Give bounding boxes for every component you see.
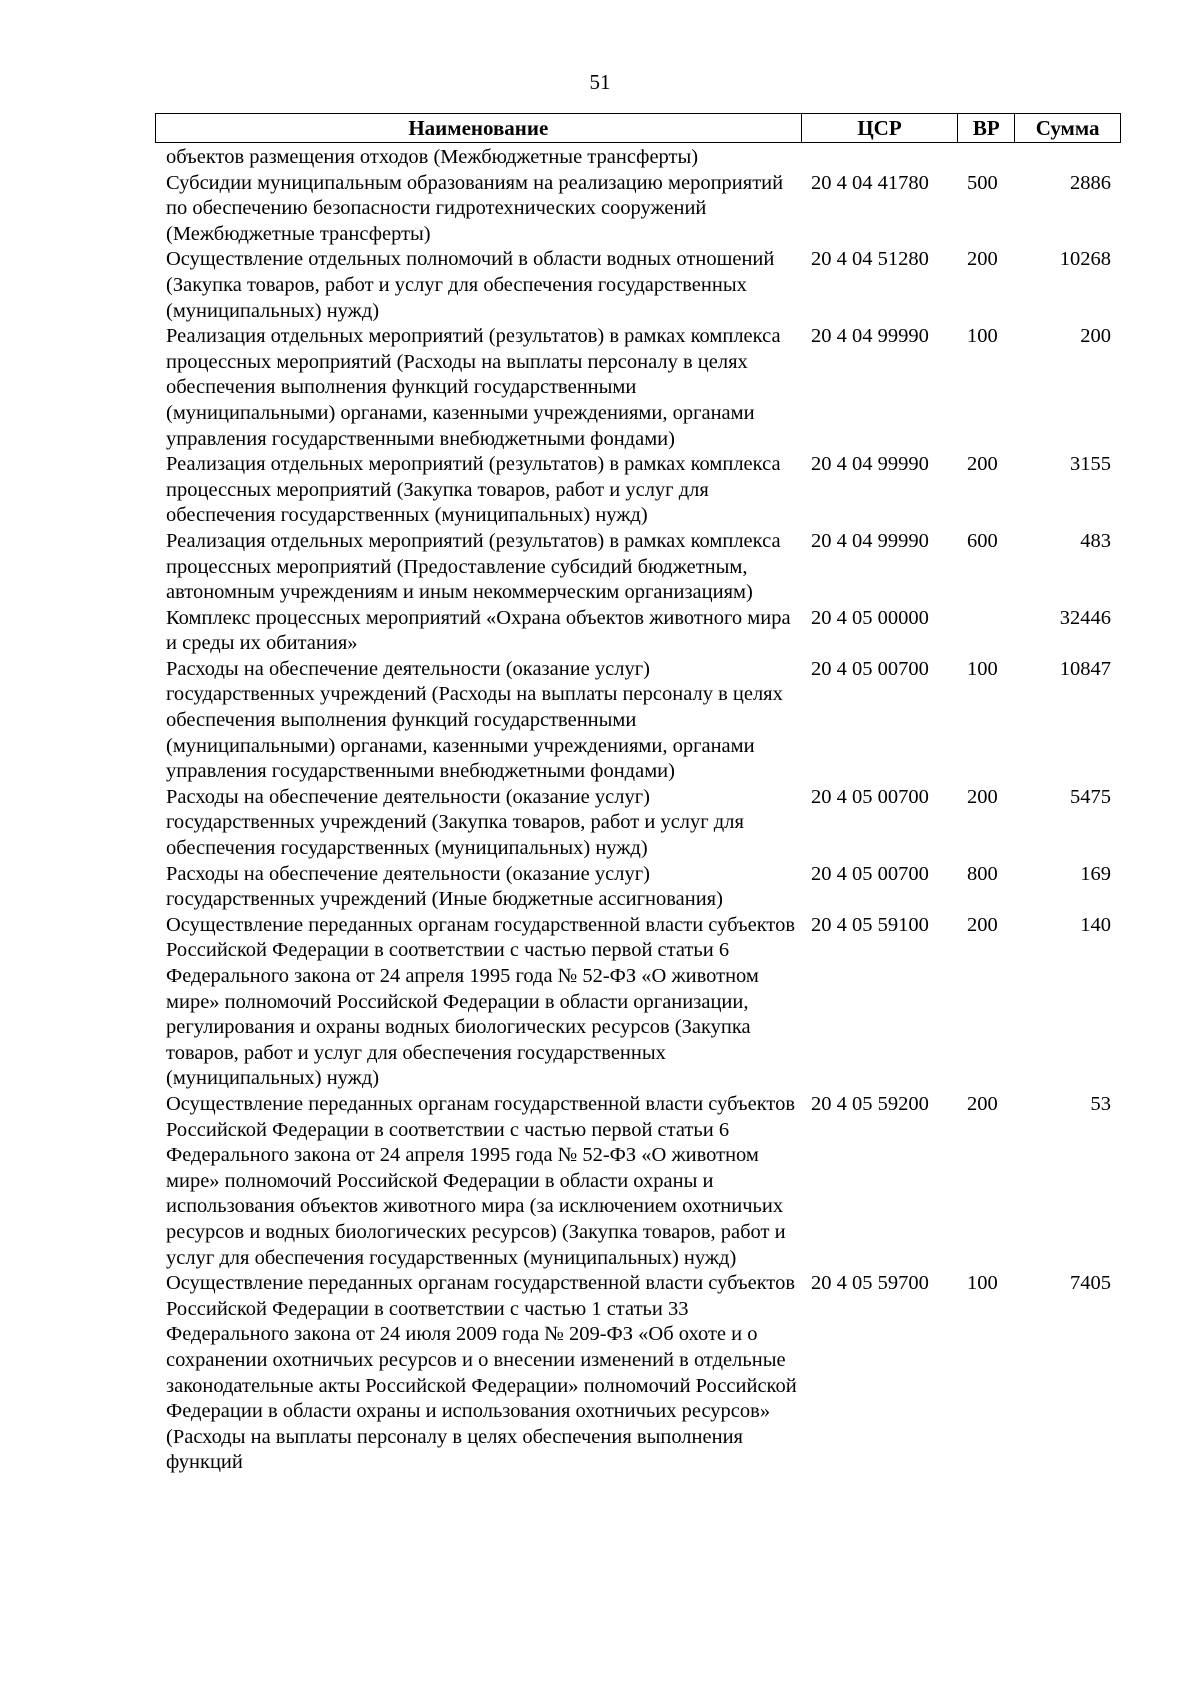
- table-row: [155, 529, 1121, 606]
- header-name: Наименование: [156, 114, 802, 142]
- row-csr: [802, 145, 959, 171]
- row-name: Комплекс процессных мероприятий «Охрана объектов животного мира и среды их обитания»: [166, 606, 791, 655]
- row-vr: 100: [967, 1272, 998, 1295]
- row-vr: 200: [967, 1092, 998, 1115]
- row-sum: 483: [1080, 529, 1111, 552]
- table-row: [155, 247, 1121, 324]
- row-name: Реализация отдельных мероприятий (результатов) в рамках комплекса процессных мероприятий (Закупка товаров, работ и услуг для обеспечения государственных (муниципальных) нужд): [166, 453, 781, 527]
- row-vr: 600: [967, 529, 998, 552]
- page-number: 51: [589, 70, 611, 94]
- row-name: Расходы на обеспечение деятельности (оказание услуг) государственных учреждений (Расходы на выплаты персоналу в целях обеспечения выполнения функций государственными (муниципальными) органами, казенными учреждениями, органами управления государственными внебюджетными фондами): [166, 657, 783, 783]
- row-csr: 20 4 04 99990: [811, 325, 929, 348]
- table-row: [155, 171, 1121, 248]
- row-sum: 169: [1080, 862, 1111, 885]
- row-name: Субсидии муниципальным образованиям на реализацию мероприятий по обеспечению безопасности гидротехнических сооружений (Межбюджетные трансферты): [166, 171, 784, 245]
- row-sum: 3155: [1070, 453, 1111, 476]
- row-csr: 20 4 04 51280: [811, 248, 929, 271]
- table-row: [155, 1092, 1121, 1271]
- row-name: Осуществление отдельных полномочий в области водных отношений (Закупка товаров, работ и услуг для обеспечения государственных (муниципальных) нужд): [166, 248, 775, 322]
- row-csr: 20 4 04 99990: [811, 453, 929, 476]
- row-vr: 500: [967, 171, 998, 194]
- table-row: [155, 324, 1121, 452]
- table-header: [155, 113, 1121, 143]
- row-vr: 800: [967, 862, 998, 885]
- table-body: [155, 145, 1121, 1476]
- table-row: [155, 913, 1121, 1092]
- row-csr: 20 4 05 00700: [811, 657, 929, 680]
- row-csr: 20 4 04 99990: [811, 529, 929, 552]
- header-sum: Сумма: [1035, 115, 1100, 140]
- row-name: Реализация отдельных мероприятий (результатов) в рамках комплекса процессных мероприятий (Расходы на выплаты персоналу в целях обеспечения выполнения функций государственными (муниципальными) органами, казенными учреждениями, органами управления государственными внебюджетными фондами): [166, 325, 781, 450]
- row-sum: 10268: [1059, 248, 1111, 271]
- row-sum: 2886: [1070, 171, 1111, 194]
- row-csr: 20 4 05 00700: [811, 862, 929, 885]
- row-sum: 53: [1090, 1092, 1111, 1115]
- row-csr: 20 4 05 59700: [811, 1272, 929, 1295]
- row-vr: 100: [967, 657, 998, 680]
- row-vr: 200: [967, 913, 998, 936]
- row-sum: 5475: [1070, 785, 1111, 808]
- row-csr: 20 4 05 00700: [811, 785, 929, 808]
- row-name: Реализация отдельных мероприятий (результатов) в рамках комплекса процессных мероприятий (Предоставление субсидий бюджетным, автономным учреждениям и иным некоммерческим организациям): [166, 529, 781, 604]
- table-row: [155, 862, 1121, 913]
- row-vr: 200: [967, 248, 998, 271]
- row-vr: 200: [967, 453, 998, 476]
- row-sum: 10847: [1059, 657, 1111, 680]
- row-name: объектов размещения отходов (Межбюджетные трансферты): [166, 146, 699, 168]
- row-name: Осуществление переданных органам государственной власти субъектов Российской Федерации в соответствии с частью 1 статьи 33 Федерального закона от 24 июля 2009 года № 209-ФЗ «Об охоте и о сохранении охотничьих ресурсов и о внесении изменений в отдельные законодательные акты Российской Федерации» полномочий Российской Федерации в области охраны и использования охотничьих ресурсов» (Расходы на выплаты персоналу в целях обеспечения выполнения функций: [166, 1272, 797, 1474]
- table-row: [155, 606, 1121, 657]
- row-name: Осуществление переданных органам государственной власти субъектов Российской Федерации в соответствии с частью первой статьи 6 Федерального закона от 24 апреля 1995 года № 52-ФЗ «О животном мире» полномочий Российской Федерации в области организации, регулирования и охраны водных биологических ресурсов (Закупка товаров, работ и услуг для обеспечения государственных (муниципальных) нужд): [166, 913, 796, 1090]
- row-vr: [959, 145, 1016, 171]
- table-row: [155, 1271, 1121, 1476]
- row-vr: 100: [967, 325, 998, 348]
- row-sum: [1016, 145, 1121, 171]
- row-sum: 7405: [1070, 1272, 1111, 1295]
- row-csr: 20 4 05 59200: [811, 1092, 929, 1115]
- table-row: [155, 145, 1121, 171]
- row-name: Расходы на обеспечение деятельности (оказание услуг) государственных учреждений (Иные бюджетные ассигнования): [166, 862, 723, 911]
- table-row: [155, 657, 1121, 785]
- row-sum: 140: [1080, 913, 1111, 936]
- row-vr: [959, 606, 1016, 657]
- row-csr: 20 4 05 59100: [811, 913, 929, 936]
- row-name: Осуществление переданных органам государственной власти субъектов Российской Федерации в соответствии с частью первой статьи 6 Федерального закона от 24 апреля 1995 года № 52-ФЗ «О животном мире» полномочий Российской Федерации в области охраны и использования объектов животного мира (за исключением охотничьих ресурсов и водных биологических ресурсов) (Закупка товаров, работ и услуг для обеспечения государственных (муниципальных) нужд): [166, 1092, 796, 1269]
- table-row: [155, 452, 1121, 529]
- header-csr: ЦСР: [802, 114, 959, 142]
- row-sum: 200: [1080, 325, 1111, 348]
- row-sum: 32446: [1059, 606, 1111, 629]
- row-name: Расходы на обеспечение деятельности (оказание услуг) государственных учреждений (Закупка товаров, работ и услуг для обеспечения государственных (муниципальных) нужд): [166, 785, 744, 860]
- row-csr: 20 4 04 41780: [811, 171, 929, 194]
- header-vr: ВР: [958, 114, 1015, 142]
- table-row: [155, 785, 1121, 862]
- row-csr: 20 4 05 00000: [811, 606, 929, 629]
- row-vr: 200: [967, 785, 998, 808]
